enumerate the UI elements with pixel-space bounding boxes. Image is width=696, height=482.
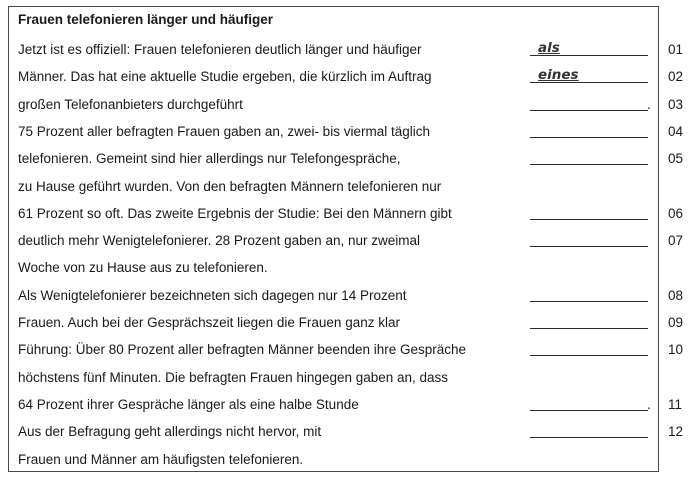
text-line bbox=[0, 341, 696, 368]
text-line bbox=[0, 451, 696, 478]
text-line bbox=[0, 423, 696, 450]
sentence-period: . bbox=[647, 96, 651, 112]
exercise-title: Frauen telefonieren länger und häufiger bbox=[18, 12, 274, 27]
answer-blank[interactable] bbox=[530, 355, 648, 356]
line-number: 05 bbox=[668, 151, 684, 167]
line-number: 08 bbox=[668, 287, 684, 303]
text-line bbox=[0, 396, 696, 423]
line-number: 07 bbox=[668, 233, 684, 249]
text-line bbox=[0, 96, 696, 123]
line-number: 01 bbox=[668, 42, 684, 57]
text-line bbox=[0, 150, 696, 177]
answer-blank[interactable] bbox=[530, 328, 648, 329]
text-line bbox=[0, 41, 696, 68]
answer-blank[interactable] bbox=[530, 246, 648, 247]
line-text: Führung: Über 80 Prozent aller befragten Männer beenden ihre Gespräche bbox=[18, 342, 467, 358]
line-number: 02 bbox=[668, 69, 684, 85]
line-text: Woche von zu Hause aus zu telefonieren. bbox=[18, 260, 268, 276]
line-text: 64 Prozent ihrer Gespräche länger als eine halbe Stunde bbox=[18, 396, 359, 412]
text-line bbox=[0, 287, 696, 314]
answer-blank[interactable] bbox=[530, 137, 648, 138]
line-text: Männer. Das hat eine aktuelle Studie ergeben, die kürzlich im Auftrag bbox=[18, 69, 432, 85]
line-number: 04 bbox=[668, 123, 684, 139]
answer-blank[interactable] bbox=[530, 164, 648, 165]
text-line bbox=[0, 232, 696, 259]
answer-blank[interactable] bbox=[530, 219, 648, 220]
sentence-period: . bbox=[647, 396, 651, 412]
answer-blank[interactable] bbox=[530, 437, 648, 438]
answer-blank[interactable] bbox=[530, 301, 648, 302]
line-number: 03 bbox=[668, 96, 684, 112]
line-text: 61 Prozent so oft. Das zweite Ergebnis der Studie: Bei den Männern gibt bbox=[18, 205, 452, 221]
text-line bbox=[0, 68, 696, 95]
line-text: Frauen und Männer am häufigsten telefonieren. bbox=[18, 451, 304, 467]
line-text: großen Telefonanbieters durchgeführt bbox=[18, 96, 243, 112]
line-text: höchstens fünf Minuten. Die befragten Frauen hingegen gaben an, dass bbox=[18, 369, 449, 385]
line-number: 10 bbox=[668, 342, 684, 358]
line-text: 75 Prozent aller befragten Frauen gaben an, zwei- bis viermal täglich bbox=[18, 123, 430, 139]
text-line bbox=[0, 123, 696, 150]
text-line bbox=[0, 178, 696, 205]
line-text: Als Wenigtelefonierer bezeichneten sich dagegen nur 14 Prozent bbox=[18, 287, 407, 303]
line-text: Frauen. Auch bei der Gesprächszeit liegen die Frauen ganz klar bbox=[18, 315, 400, 330]
line-text: zu Hause geführt wurden. Von den befragten Männern telefonieren nur bbox=[18, 178, 442, 194]
filled-answer: eines bbox=[538, 67, 579, 84]
text-line bbox=[0, 205, 696, 232]
line-number: 11 bbox=[668, 396, 683, 412]
line-number: 12 bbox=[668, 424, 684, 440]
line-number: 06 bbox=[668, 205, 684, 221]
line-text: Jetzt ist es offiziell: Frauen telefonieren deutlich länger und häufiger bbox=[18, 42, 422, 57]
answer-blank[interactable] bbox=[530, 110, 648, 111]
answer-blank[interactable] bbox=[530, 410, 648, 411]
text-line bbox=[0, 314, 696, 341]
filled-answer: als bbox=[538, 40, 560, 56]
line-number: 09 bbox=[668, 315, 684, 330]
text-line bbox=[0, 369, 696, 396]
line-text: Aus der Befragung geht allerdings nicht hervor, mit bbox=[18, 424, 322, 440]
line-text: telefonieren. Gemeint sind hier allerdings nur Telefongespräche, bbox=[18, 151, 401, 167]
text-line bbox=[0, 259, 696, 286]
line-text: deutlich mehr Wenigtelefonierer. 28 Prozent gaben an, nur zweimal bbox=[18, 233, 420, 249]
